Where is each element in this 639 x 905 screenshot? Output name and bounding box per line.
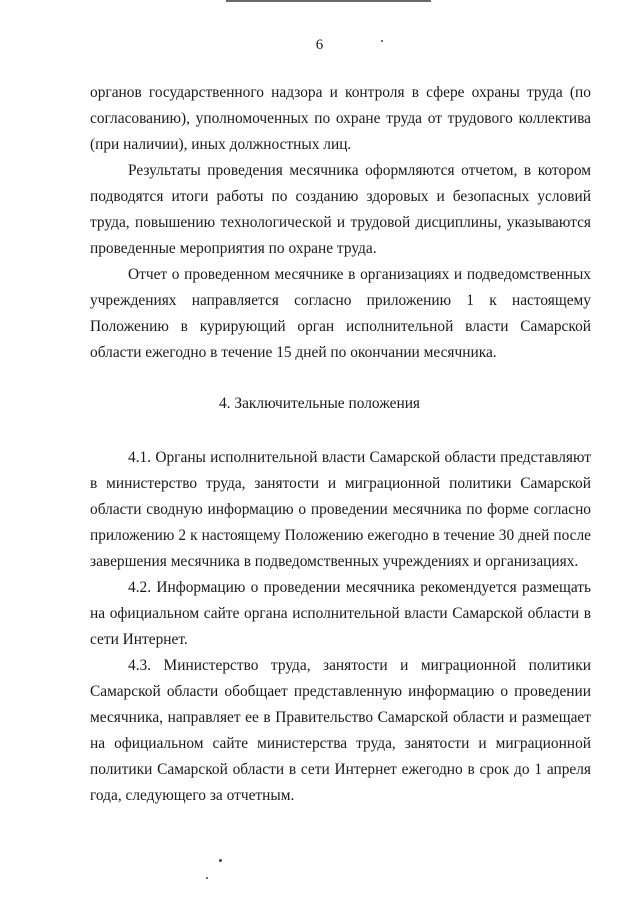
paragraph-continuation: органов государственного надзора и контроля в сфере охраны труда (по согласованию), уполномоченных по охране труда от трудового коллектива (при наличии), иных должностных лиц. xyxy=(90,84,591,153)
paragraph-report: Отчет о проведенном месячнике в организациях и подведомственных учреждениях направляется согласно приложению 1 к настоящему Положению в курирующий орган исполнительной власти Самарской области ежегодно в течение 15 дней по окончании месячника. xyxy=(90,266,591,361)
scan-speck xyxy=(219,859,222,862)
section-heading: 4. Заключительные положения xyxy=(218,395,421,412)
scan-top-edge-line xyxy=(226,0,431,2)
paragraph-results: Результаты проведения месячника оформляются отчетом, в котором подводятся итоги работы по созданию здоровых и безопасных условий труда, повышению технологической и трудовой дисциплины, указываются проведенные мероприятия по охране труда. xyxy=(90,162,591,257)
clause-4-3: 4.3. Министерство труда, занятости и миграционной политики Самарской области обобщает представленную информацию о проведении месячника, направляет ее в Правительство Самарской области и размещает на официальном сайте министерства труда, занятости и миграционной политики Самарской области в сети Интернет ежегодно в срок до 1 апреля года, следующего за отчетным. xyxy=(90,657,591,804)
page-number: 6 xyxy=(315,37,324,53)
clause-4-2: 4.2. Информацию о проведении месячника рекомендуется размещать на официальном сайте органа исполнительной власти Самарской области в сети Интернет. xyxy=(90,579,591,648)
scan-speck xyxy=(381,40,383,42)
clause-4-1: 4.1. Органы исполнительной власти Самарской области представляют в министерство труда, занятости и миграционной политики Самарской области сводную информацию о проведении месячника по форме согласно приложению 2 к настоящему Положению ежегодно в течение 30 дней после завершения месячника в подведомственных учреждениях и организациях. xyxy=(90,449,591,570)
scan-speck xyxy=(206,877,208,879)
